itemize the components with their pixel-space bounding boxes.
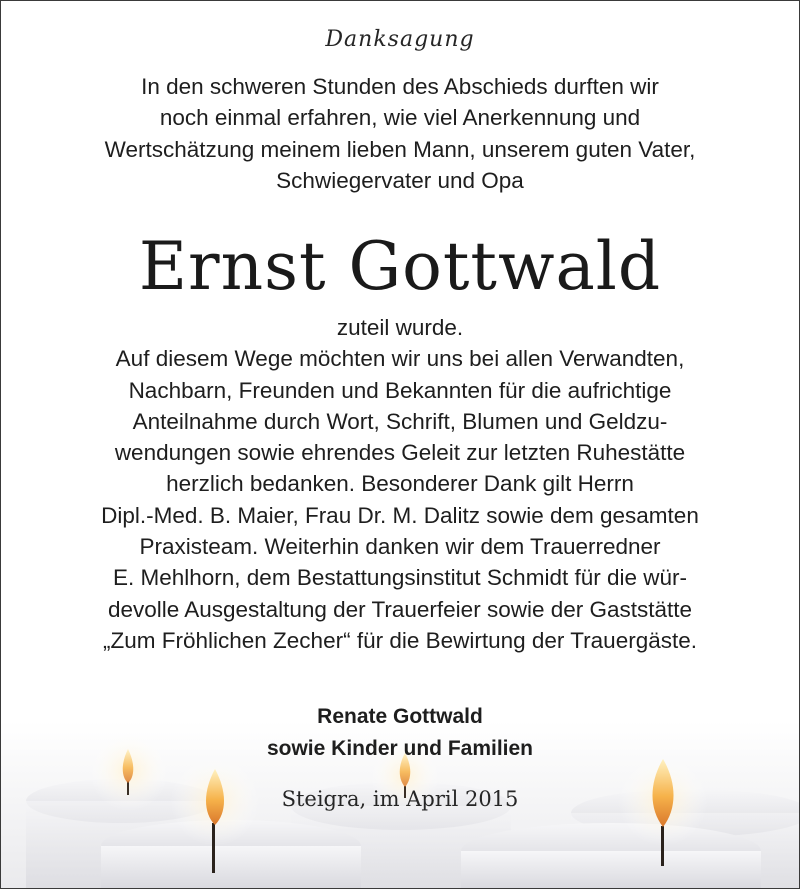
body-line: Anteilnahme durch Wort, Schrift, Blumen und Geldzu-: [132, 408, 668, 434]
thanks-paragraph: [1, 312, 799, 656]
body-line: Nachbarn, Freunden und Bekannten für die aufrichtige: [128, 377, 672, 403]
place-date: Steigra, im April 2015: [281, 787, 519, 811]
body-line: wendungen sowie ehrendes Geleit zur letzten Ruhestätte: [114, 440, 686, 466]
intro-line: noch einmal erfahren, wie viel Anerkennung und: [159, 105, 641, 131]
intro-line: Wertschätzung meinem lieben Mann, unserem guten Vater,: [104, 136, 696, 162]
body-line: zuteil wurde.: [336, 315, 464, 340]
intro-paragraph: [1, 71, 799, 196]
body-line: „Zum Fröhlichen Zecher“ für die Bewirtung der Trauergäste.: [103, 627, 697, 653]
intro-line: Schwiegervater und Opa: [276, 167, 524, 193]
signature-line: sowie Kinder und Familien: [266, 737, 534, 760]
body-line: E. Mehlhorn, dem Bestattungsinstitut Schmidt für die wür-: [112, 565, 687, 591]
body-line: Praxisteam. Weiterhin danken wir dem Trauerredner: [139, 534, 661, 560]
intro-line: In den schweren Stunden des Abschieds durften wir: [141, 74, 659, 99]
body-line: herzlich bedanken. Besonderer Dank gilt Herrn: [166, 471, 634, 497]
body-line: devolle Ausgestaltung der Trauerfeier sowie der Gaststätte: [107, 596, 693, 622]
signature-line: Renate Gottwald: [317, 705, 483, 728]
notice-heading: Danksagung: [325, 27, 475, 52]
body-line: Dipl.-Med. B. Maier, Frau Dr. M. Dalitz sowie dem gesamten: [101, 502, 699, 528]
signature-block: [1, 701, 799, 765]
body-line: Auf diesem Wege möchten wir uns bei allen Verwandten,: [115, 346, 685, 372]
deceased-name: Ernst Gottwald: [138, 228, 662, 305]
